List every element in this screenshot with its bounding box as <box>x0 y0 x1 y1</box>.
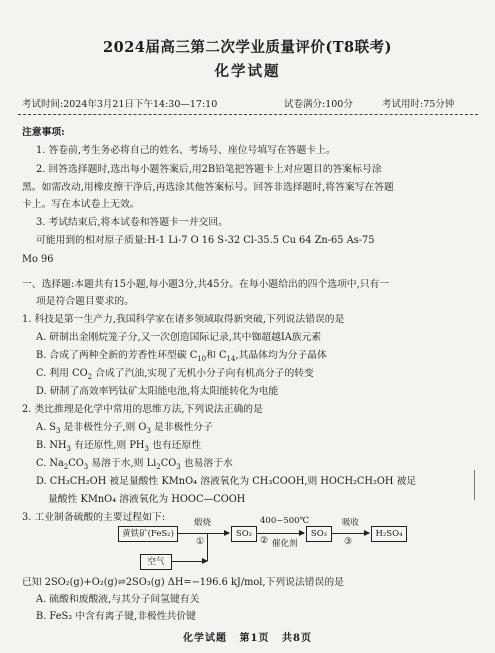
question-1-option-b: B. 合成了两种全新的芳香性环型碳 $C_{10}$和 $C_{14}$,其晶体均为分子晶体 <box>36 350 327 363</box>
note-line: 1. 答卷前,考生务必将自己的姓名、考场号、座位号填写在答题卡上。 <box>36 145 336 156</box>
atomic-mass-line: Mo 96 <box>22 254 54 265</box>
flow-step2-number: ② <box>260 536 269 546</box>
note-line: 黑。如需改动,用橡皮擦干净后,再选涂其他答案标号。回答非选择题时,将答案写在答题 <box>22 182 394 193</box>
note-line: 卡上。写在本试卷上无效。 <box>22 199 140 210</box>
flow-arrow-air <box>171 561 207 562</box>
flow-box-product: H₂SO₄ <box>371 526 407 542</box>
note-line: 2. 回答选择题时,选出每小题答案后,用2B铅笔把答题卡上对应题目的答案标号涂 <box>36 164 382 175</box>
question-2-option-d: D. CH₃CH₂OH 被足量酸性 KMnO₄ 溶液氧化为 CH₃COOH,则 HOCH₂CH₂OH 被足 <box>36 476 417 487</box>
notes-heading: 注意事项: <box>22 127 65 138</box>
section-intro: 一、选择题:本题共有15小题,每小题3分,共45分。在每小题给出的四个选项中,只有一 <box>22 279 390 290</box>
flow-box-ore: 黄铁矿(FeS₂) <box>118 526 178 542</box>
question-2-option-a: A. $S_3$ 是非极性分子,则 $O_3$ 是非极性分子 <box>36 422 213 435</box>
flow-arrow <box>331 533 369 534</box>
question-2-option-b: B. $NH_3$ 有还原性,则 $PH_3$ 也有还原性 <box>36 440 202 453</box>
flow-step1-label: 煅烧 <box>194 518 212 528</box>
subject-title: 化学试题 <box>214 63 281 80</box>
flow-step2-label: 400~500℃ <box>260 516 310 526</box>
question-1-option-d: D. 研制了高效率钙钛矿太阳能电池,将太阳能转化为电能 <box>36 386 279 397</box>
margin-mark <box>474 470 475 500</box>
footer-page: 第1页 <box>239 633 270 644</box>
sulfuric-acid-flow-diagram <box>110 516 410 572</box>
question-2-option-c: C. $Na_2CO_3$ 易溶于水,则 $Li_2CO_3$ 也易溶于水 <box>36 458 233 471</box>
section-intro: 项是符合题目要求的。 <box>36 296 134 307</box>
flow-step2-catalyst: 催化剂 <box>272 539 298 549</box>
flow-arrow <box>177 533 229 534</box>
exam-title: 2024届高三第二次学业质量评价(T8联考) <box>103 39 392 56</box>
exam-time: 考试时间:2024年3月21日下午14:30—17:10 <box>22 99 218 110</box>
flow-connector <box>207 534 208 561</box>
flow-box-air: 空气 <box>140 554 172 570</box>
question-3-given: 已知 2SO₂(g)+O₂(g)⇌2SO₃(g) ΔH=−196.6 kJ/mol,下列说法错误的是 <box>22 577 344 588</box>
question-3-option-b: B. FeS₂ 中含有离子键,非极性共价键 <box>36 611 196 622</box>
question-2-stem: 2. 类比推理是化学中常用的思维方法,下列说法正确的是 <box>22 404 263 415</box>
flow-step1-number: ① <box>196 537 205 547</box>
footer-total: 共8页 <box>281 633 312 644</box>
question-3-option-a: A. 硫酸和废酸液,与其分子间氢键有关 <box>36 594 200 605</box>
atomic-mass-line: 可能用到的相对原子质量:H-1 Li-7 O 16 S-32 Cl-35.5 Cu 64 Zn-65 As-75 <box>36 235 375 246</box>
flow-step3-number: ③ <box>344 537 353 547</box>
full-score: 试卷满分:100分 <box>284 99 353 110</box>
footer-subject: 化学试题 <box>183 633 228 644</box>
note-line: 3. 考试结束后,将本试卷和答题卡一并交回。 <box>36 217 228 228</box>
question-1-option-a: A. 研制出金刚烷笼子分,又一次创造国际记录,其中铷超越IA族元素 <box>36 332 322 343</box>
question-1-option-c: C. 利用 $CO_2$ 合成了汽油,实现了无机小分子向有机高分子的转变 <box>36 368 314 381</box>
flow-box-so3: SO₃ <box>306 526 332 542</box>
question-3-stem: 3. 工业制备硫酸的主要过程如下: <box>22 512 166 523</box>
dashed-divider <box>18 114 478 115</box>
flow-step3-label: 吸收 <box>342 518 360 528</box>
page-footer <box>0 629 495 644</box>
flow-box-so2: SO₂ <box>231 526 257 542</box>
question-2-option-d-cont: 量酸性 KMnO₄ 溶液氧化为 HOOC—COOH <box>48 494 246 505</box>
question-1-stem: 1. 科技是第一生产力,我国科学家在诸多领域取得新突破,下列说法错误的是 <box>22 314 345 325</box>
exam-duration: 考试用时:75分钟 <box>382 99 455 110</box>
flow-arrow <box>256 533 304 534</box>
